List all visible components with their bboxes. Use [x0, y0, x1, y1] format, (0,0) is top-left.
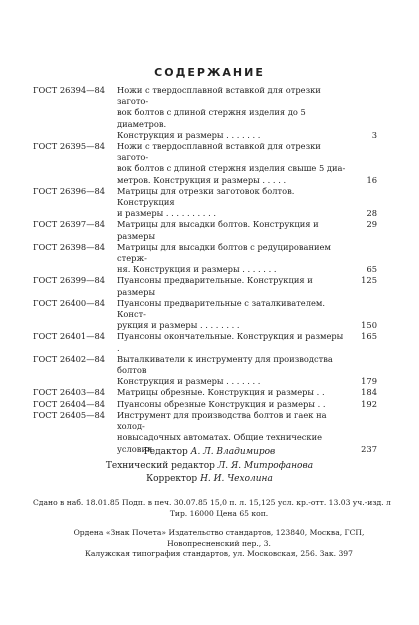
toc-entry — [33, 275, 377, 297]
page-number: 65 — [366, 264, 377, 275]
toc-entry — [33, 242, 377, 276]
entry-title-line: Матрицы для отрезки заготовок болтов. Конструкция — [117, 185, 295, 208]
toc-entry — [33, 85, 377, 141]
standard-code: ГОСТ 26396—84 — [33, 185, 106, 196]
page-number: 29 — [366, 219, 377, 230]
page-number: 125 — [361, 275, 377, 286]
page-number: 28 — [366, 208, 377, 219]
proofreader-role: Корректор — [146, 474, 198, 485]
entry-title — [117, 399, 349, 410]
entry-title-line: метров. Конструкция и размеры . . . . . — [117, 174, 287, 185]
toc-entry — [33, 219, 377, 241]
entry-title-line: рукция и размеры . . . . . . . . — [117, 320, 240, 331]
page-number: 192 — [361, 398, 377, 409]
page-number: 16 — [366, 174, 377, 185]
imprint-publisher: Ордена «Знак Почета» Издательство стандартов, 123840, Москва, ГСП, — [73, 528, 365, 537]
entry-title-line: Матрицы для высадки болтов. Конструкция и размеры — [117, 219, 319, 241]
imprint-print-info: Сдано в наб. 18.01.85 Подп. в печ. 30.07.85 15,0 п. л. 15,125 усл. кр.-отт. 13.03 уч.-изд. л — [33, 498, 391, 507]
entry-title — [117, 85, 349, 141]
entry-title-line: Ножи с твердосплавной вставкой для отрезки загото- — [117, 141, 321, 163]
entry-title-line: Пуансоны обрезные Конструкция и размеры . . — [117, 398, 326, 409]
standard-code: ГОСТ 26403—84 — [33, 387, 106, 398]
table-of-contents — [33, 85, 377, 455]
entry-title-line: Выталкиватели к инструменту для производства болтов — [117, 353, 333, 376]
toc-entry — [33, 399, 377, 410]
entry-title — [117, 298, 349, 332]
imprint-publisher-address: Новопресненский пер., 3. — [167, 538, 271, 548]
entry-title-line: Конструкция и размеры . . . . . . . — [117, 376, 261, 387]
imprint-printer: Калужская типография стандартов, ул. Московская, 256. Зак. 397 — [85, 549, 353, 558]
entry-title — [117, 331, 349, 353]
tech-editor-name: Л. Я. Митрофанова — [217, 460, 314, 471]
imprint-circulation: Тир. 16000 Цена 65 коп. — [169, 508, 269, 518]
page-number: 184 — [361, 387, 377, 398]
page-number: 237 — [361, 443, 377, 454]
entry-title-line: ня. Конструкция и размеры . . . . . . . — [117, 264, 277, 275]
entry-title-line: Пуансоны окончательные. Конструкция и размеры . — [117, 331, 344, 353]
entry-title-line: Пуансоны предварительные. Конструкция и размеры — [117, 275, 313, 297]
standard-code: ГОСТ 26394—84 — [33, 85, 106, 95]
entry-title-line: Матрицы обрезные. Конструкция и размеры . . — [117, 387, 325, 398]
standard-code: ГОСТ 26404—84 — [33, 398, 106, 409]
tech-editor-role: Технический редактор — [105, 460, 215, 471]
entry-title — [117, 242, 349, 276]
entry-title-line: вок болтов с длиной стержня изделия до 5 диаметров. — [117, 107, 306, 129]
page-number: 179 — [361, 376, 377, 387]
entry-title-line: Ножи с твердосплавной вставкой для отрезки загото- — [117, 85, 321, 107]
standard-code: ГОСТ 26401—84 — [33, 331, 106, 342]
standard-code: ГОСТ 26402—84 — [33, 353, 106, 364]
toc-entry — [33, 387, 377, 398]
entry-title — [117, 186, 349, 220]
entry-title-line: вок болтов с длиной стержня изделия свыше 5 диа- — [117, 163, 346, 174]
standard-code: ГОСТ 26399—84 — [33, 275, 106, 286]
entry-title-line: Конструкция и размеры . . . . . . . — [117, 129, 261, 140]
standard-code: ГОСТ 26397—84 — [33, 219, 106, 230]
imprint-block — [33, 498, 405, 560]
entry-title-line: новысадочных автоматах. Общие технические условия — [117, 432, 323, 454]
entry-title — [117, 387, 349, 398]
page-number: 165 — [361, 331, 377, 342]
entry-title-line: и размеры . . . . . . . . . . — [117, 208, 216, 219]
standard-code: ГОСТ 26400—84 — [33, 297, 106, 308]
toc-entry — [33, 331, 377, 353]
entry-title — [117, 354, 349, 388]
page-title: СОДЕРЖАНИЕ — [154, 66, 265, 79]
standard-code: ГОСТ 26398—84 — [33, 241, 106, 252]
tech-editor-row — [0, 460, 419, 474]
toc-entry — [33, 186, 377, 220]
toc-entry — [33, 298, 377, 332]
toc-entry — [33, 354, 377, 388]
page-number: 150 — [361, 320, 377, 331]
entry-title-line: Пуансоны предварительные с заталкивателем. Конст- — [117, 297, 325, 320]
entry-title — [117, 219, 349, 241]
toc-entry — [33, 141, 377, 186]
editor-role: Редактор — [143, 447, 188, 457]
page-number: 3 — [371, 129, 377, 140]
entry-title-line: Матрицы для высадки болтов с редуцированием стерж- — [117, 241, 331, 264]
entry-title-line: Инструмент для производства болтов и гаек на холод- — [117, 409, 327, 432]
proofreader-row — [0, 473, 419, 487]
proofreader-name: Н. И. Чехолина — [200, 474, 273, 485]
standard-code: ГОСТ 26395—84 — [33, 141, 106, 152]
entry-title — [117, 141, 349, 186]
entry-title — [117, 275, 349, 297]
editor-name: А. Л. Владимиров — [190, 447, 276, 457]
standard-code: ГОСТ 26405—84 — [33, 409, 106, 420]
